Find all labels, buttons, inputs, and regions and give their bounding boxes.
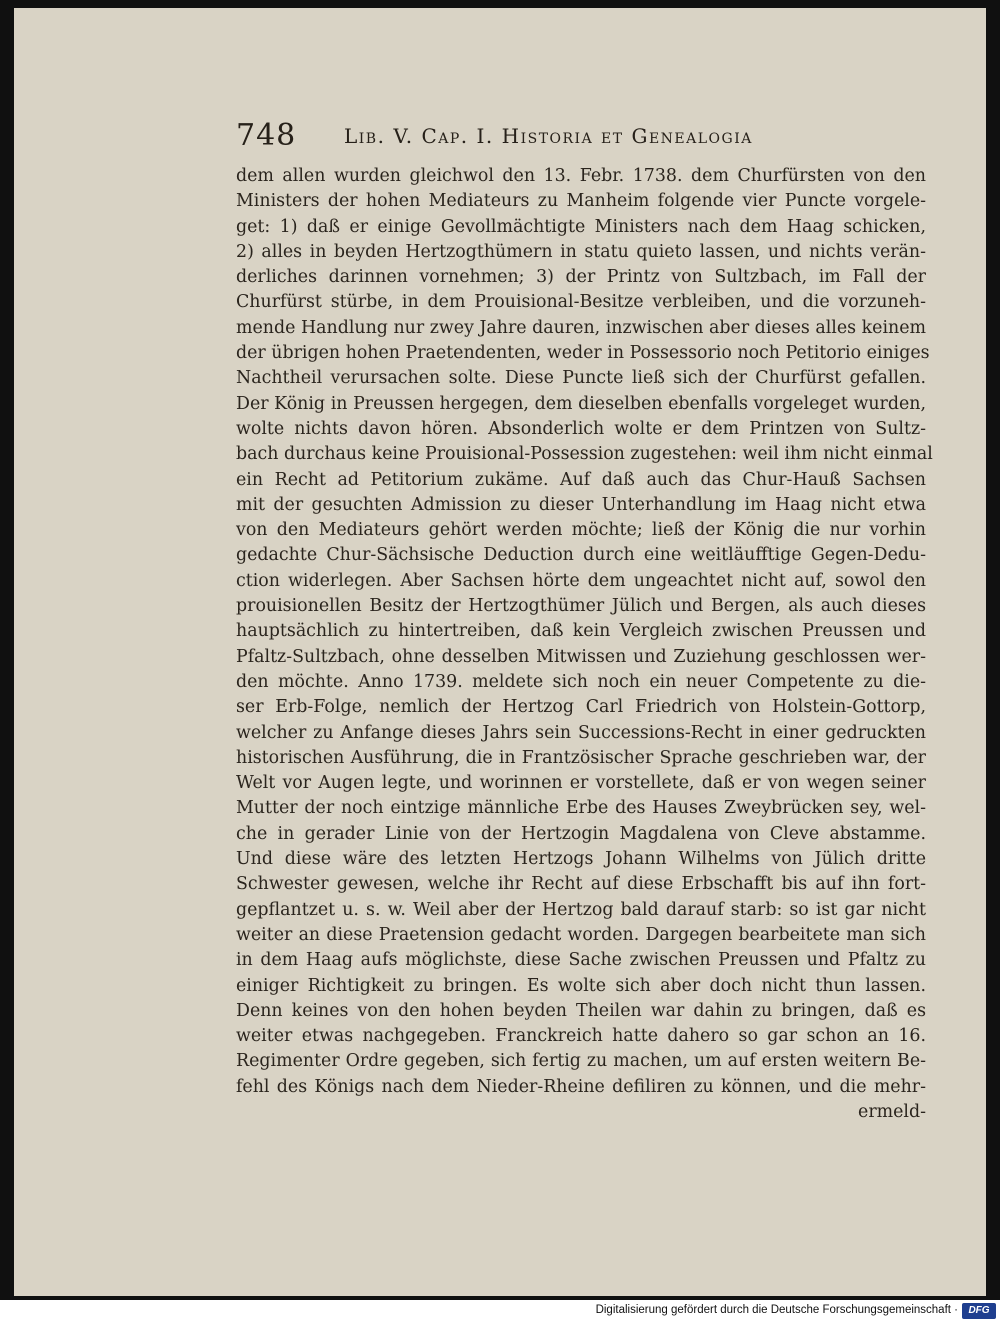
text-line: in dem Haag aufs möglichste, diese Sache zwischen Preussen und Pfaltz zu — [236, 950, 926, 971]
text-line: der übrigen hohen Praetendenten, weder in Possessorio noch Petitorio einiges — [236, 343, 930, 364]
text-line: dem allen wurden gleichwol den 13. Febr. 1738. dem Churfürsten von den — [236, 166, 926, 186]
text-line: Pfaltz-Sultzbach, ohne desselben Mitwissen und Zuziehung geschlossen wer- — [236, 646, 926, 667]
text-line: ermeld- — [858, 1101, 926, 1122]
text-line: Ministers der hohen Mediateurs zu Manheim folgende vier Puncte vorgele- — [236, 191, 926, 212]
text-line: weiter etwas nachgegeben. Franckreich hatte dahero so gar schon an 16. — [236, 1026, 926, 1047]
digitization-credit: Digitalisierung gefördert durch die Deutsche Forschungsgemeinschaft · — [595, 1304, 958, 1316]
text-line: Und diese wäre des letzten Hertzogs Johann Wilhelms von Jülich dritte — [236, 849, 926, 870]
text-line: 2) alles in beyden Hertzogthümern in statu quieto lassen, und nichts verän- — [236, 241, 926, 262]
text-line: Der König in Preussen hergegen, dem dieselben ebenfalls vorgeleget wurden, — [236, 393, 926, 414]
text-line: weiter an diese Praetension gedacht worden. Dargegen bearbeitete man sich — [236, 924, 926, 945]
text-line: fehl des Königs nach dem Nieder-Rheine defiliren zu können, und die mehr- — [236, 1076, 926, 1097]
text-line: get: 1) daß er einige Gevollmächtigte Ministers nach dem Haag schicken, — [236, 216, 926, 237]
text-line: wolte nichts davon hören. Absonderlich wolte er dem Printzen von Sultz- — [236, 418, 926, 439]
text-line: gepflantzet u. s. w. Weil aber der Hertzog bald darauf starb: so ist gar nicht — [236, 899, 926, 920]
page-number: 748 — [236, 118, 297, 153]
text-line: Schwester gewesen, welche ihr Recht auf diese Erbschafft bis auf ihn fort- — [236, 874, 926, 895]
body-text — [236, 164, 933, 1125]
text-line: ser Erb-Folge, nemlich der Hertzog Carl Friedrich von Holstein-Gottorp, — [236, 697, 926, 718]
text-line: bach durchaus keine Prouisional-Possession zugestehen: weil ihm nicht einmal — [236, 444, 933, 465]
text-line: derliches darinnen vornehmen; 3) der Printz von Sultzbach, im Fall der — [236, 267, 926, 288]
text-line: mit der gesuchten Admission zu dieser Unterhandlung im Haag nicht etwa — [236, 494, 926, 515]
text-line: ein Recht ad Petitorium zukäme. Auf daß auch das Chur-Hauß Sachsen — [236, 469, 926, 490]
page-header — [236, 116, 926, 156]
text-line: Churfürst stürbe, in dem Prouisional-Besitze verbleiben, und die vorzuneh- — [236, 292, 926, 313]
text-line: Nachtheil verursachen solte. Diese Puncte ließ sich der Churfürst gefallen. — [236, 368, 926, 389]
text-line: den möchte. Anno 1739. meldete sich noch ein neuer Competente zu die- — [236, 671, 926, 692]
running-head: Lib. V. Cap. I. Historia et Genealogia — [344, 124, 753, 148]
text-line: hauptsächlich zu hintertreiben, daß kein Vergleich zwischen Preussen und — [236, 621, 926, 642]
dfg-logo: DFG — [962, 1303, 996, 1319]
text-line: mende Handlung nur zwey Jahre dauren, inzwischen aber dieses alles keinem — [236, 317, 926, 338]
text-line: prouisionellen Besitz der Hertzogthümer Jülich und Bergen, als auch dieses — [236, 596, 926, 617]
text-line: Mutter der noch eintzige männliche Erbe des Hauses Zweybrücken sey, wel- — [236, 798, 926, 819]
text-line: gedachte Chur-Sächsische Deduction durch eine weitläufftige Gegen-Dedu- — [236, 545, 926, 566]
text-line: Denn keines von den hohen beyden Theilen war dahin zu bringen, daß es — [236, 1000, 926, 1021]
text-line: historischen Ausführung, die in Frantzösischer Sprache geschrieben war, der — [236, 747, 926, 768]
text-line: welcher zu Anfange dieses Jahrs sein Successions-Recht in einer gedruckten — [236, 722, 926, 743]
text-line: ction widerlegen. Aber Sachsen hörte dem ungeachtet nicht auf, sowol den — [236, 570, 926, 591]
footer-bar — [0, 1300, 1000, 1323]
text-line: che in gerader Linie von der Hertzogin Magdalena von Cleve abstamme. — [236, 823, 926, 844]
text-line: von den Mediateurs gehört werden möchte; ließ der König die nur vorhin — [236, 520, 926, 541]
text-line: Welt vor Augen legte, und worinnen er vorstellete, daß er von wegen seiner — [236, 773, 926, 794]
text-line: Regimenter Ordre gegeben, sich fertig zu machen, um auf ersten weitern Be- — [236, 1051, 926, 1072]
text-line: einiger Richtigkeit zu bringen. Es wolte sich aber doch nicht thun lassen. — [236, 975, 926, 996]
